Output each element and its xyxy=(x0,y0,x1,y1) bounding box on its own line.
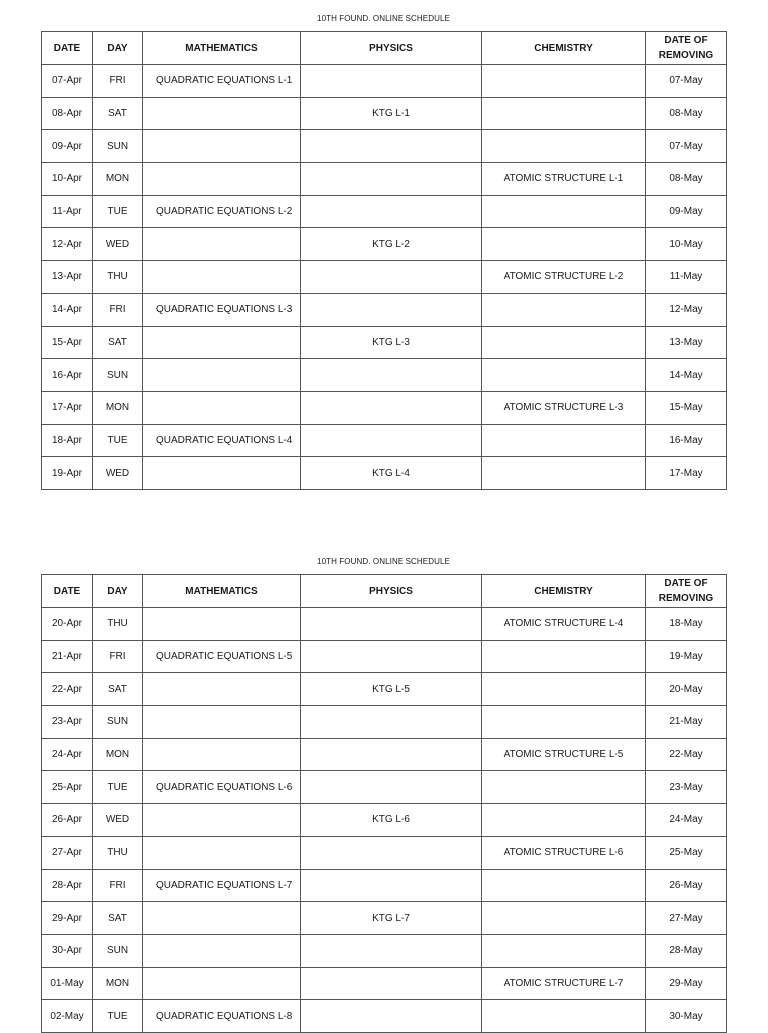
header-removing-line2: REMOVING xyxy=(658,50,714,61)
cell-physics xyxy=(301,65,482,98)
cell-date-of-removing: 19-May xyxy=(646,640,727,673)
cell-physics xyxy=(301,424,482,457)
cell-date-of-removing: 07-May xyxy=(646,130,727,163)
cell-day: FRI xyxy=(93,869,143,902)
table-row xyxy=(42,640,727,673)
schedule-section-1 xyxy=(41,13,726,490)
cell-physics xyxy=(301,261,482,294)
cell-chemistry xyxy=(482,869,646,902)
header-date: DATE xyxy=(42,575,93,608)
cell-mathematics xyxy=(143,391,301,424)
table-row xyxy=(42,293,727,326)
cell-physics xyxy=(301,967,482,1000)
cell-chemistry: ATOMIC STRUCTURE L-4 xyxy=(482,608,646,641)
cell-physics xyxy=(301,706,482,739)
schedule-section-2 xyxy=(41,556,726,1033)
cell-physics: KTG L-2 xyxy=(301,228,482,261)
cell-date-of-removing: 15-May xyxy=(646,391,727,424)
cell-date-of-removing: 30-May xyxy=(646,1000,727,1033)
cell-day: MON xyxy=(93,163,143,196)
cell-date-of-removing: 12-May xyxy=(646,293,727,326)
cell-chemistry: ATOMIC STRUCTURE L-2 xyxy=(482,261,646,294)
cell-physics xyxy=(301,640,482,673)
cell-chemistry xyxy=(482,934,646,967)
table-row xyxy=(42,228,727,261)
table-row xyxy=(42,97,727,130)
cell-date: 07-Apr xyxy=(42,65,93,98)
cell-mathematics: QUADRATIC EQUATIONS L-3 xyxy=(143,293,301,326)
table-row xyxy=(42,391,727,424)
cell-chemistry xyxy=(482,326,646,359)
cell-mathematics xyxy=(143,836,301,869)
cell-mathematics xyxy=(143,163,301,196)
cell-chemistry xyxy=(482,640,646,673)
cell-date: 10-Apr xyxy=(42,163,93,196)
cell-date: 09-Apr xyxy=(42,130,93,163)
table-row xyxy=(42,771,727,804)
cell-chemistry: ATOMIC STRUCTURE L-1 xyxy=(482,163,646,196)
cell-mathematics: QUADRATIC EQUATIONS L-5 xyxy=(143,640,301,673)
header-removing-line2: REMOVING xyxy=(658,593,714,604)
table-row xyxy=(42,673,727,706)
cell-physics: KTG L-3 xyxy=(301,326,482,359)
header-mathematics: MATHEMATICS xyxy=(143,575,301,608)
cell-mathematics xyxy=(143,706,301,739)
header-chemistry: CHEMISTRY xyxy=(482,32,646,65)
cell-day: WED xyxy=(93,228,143,261)
cell-date-of-removing: 16-May xyxy=(646,424,727,457)
cell-day: SUN xyxy=(93,130,143,163)
cell-day: SAT xyxy=(93,326,143,359)
cell-mathematics xyxy=(143,902,301,935)
cell-day: FRI xyxy=(93,65,143,98)
header-removing-line1: DATE OF xyxy=(664,578,708,589)
cell-mathematics xyxy=(143,228,301,261)
cell-date: 23-Apr xyxy=(42,706,93,739)
cell-day: THU xyxy=(93,608,143,641)
cell-date: 29-Apr xyxy=(42,902,93,935)
cell-chemistry xyxy=(482,804,646,837)
cell-date: 30-Apr xyxy=(42,934,93,967)
cell-mathematics xyxy=(143,738,301,771)
cell-mathematics xyxy=(143,261,301,294)
cell-chemistry xyxy=(482,65,646,98)
schedule-table xyxy=(41,574,727,1033)
cell-date-of-removing: 11-May xyxy=(646,261,727,294)
schedule-table xyxy=(41,31,727,490)
cell-date-of-removing: 28-May xyxy=(646,934,727,967)
cell-chemistry xyxy=(482,424,646,457)
table-row xyxy=(42,457,727,490)
table-row xyxy=(42,869,727,902)
cell-physics xyxy=(301,293,482,326)
cell-chemistry xyxy=(482,293,646,326)
table-row xyxy=(42,608,727,641)
cell-day: SAT xyxy=(93,97,143,130)
cell-date: 18-Apr xyxy=(42,424,93,457)
table-row xyxy=(42,359,727,392)
cell-day: THU xyxy=(93,261,143,294)
cell-date-of-removing: 22-May xyxy=(646,738,727,771)
cell-date: 14-Apr xyxy=(42,293,93,326)
cell-chemistry xyxy=(482,1000,646,1033)
cell-date: 17-Apr xyxy=(42,391,93,424)
cell-physics xyxy=(301,130,482,163)
header-date-of-removing xyxy=(646,575,727,608)
cell-date: 27-Apr xyxy=(42,836,93,869)
header-day: DAY xyxy=(93,575,143,608)
table-row xyxy=(42,967,727,1000)
header-date: DATE xyxy=(42,32,93,65)
cell-physics xyxy=(301,359,482,392)
cell-date: 20-Apr xyxy=(42,608,93,641)
header-chemistry: CHEMISTRY xyxy=(482,575,646,608)
table-row xyxy=(42,836,727,869)
cell-date-of-removing: 07-May xyxy=(646,65,727,98)
cell-mathematics: QUADRATIC EQUATIONS L-4 xyxy=(143,424,301,457)
cell-physics: KTG L-4 xyxy=(301,457,482,490)
cell-date-of-removing: 14-May xyxy=(646,359,727,392)
cell-date-of-removing: 10-May xyxy=(646,228,727,261)
cell-date: 08-Apr xyxy=(42,97,93,130)
cell-physics xyxy=(301,391,482,424)
cell-date: 24-Apr xyxy=(42,738,93,771)
cell-date-of-removing: 26-May xyxy=(646,869,727,902)
cell-mathematics: QUADRATIC EQUATIONS L-7 xyxy=(143,869,301,902)
cell-physics: KTG L-6 xyxy=(301,804,482,837)
cell-mathematics xyxy=(143,934,301,967)
table-row xyxy=(42,195,727,228)
cell-date-of-removing: 23-May xyxy=(646,771,727,804)
cell-day: WED xyxy=(93,804,143,837)
cell-chemistry xyxy=(482,359,646,392)
cell-chemistry xyxy=(482,228,646,261)
table-row xyxy=(42,424,727,457)
cell-day: THU xyxy=(93,836,143,869)
cell-date-of-removing: 24-May xyxy=(646,804,727,837)
header-mathematics: MATHEMATICS xyxy=(143,32,301,65)
table-row xyxy=(42,738,727,771)
cell-mathematics: QUADRATIC EQUATIONS L-8 xyxy=(143,1000,301,1033)
cell-date: 21-Apr xyxy=(42,640,93,673)
table-row xyxy=(42,65,727,98)
cell-date: 16-Apr xyxy=(42,359,93,392)
cell-date: 13-Apr xyxy=(42,261,93,294)
cell-chemistry: ATOMIC STRUCTURE L-7 xyxy=(482,967,646,1000)
cell-chemistry xyxy=(482,673,646,706)
schedule-title: 10TH FOUND. ONLINE SCHEDULE xyxy=(317,557,450,566)
table-row xyxy=(42,804,727,837)
cell-day: WED xyxy=(93,457,143,490)
cell-date: 01-May xyxy=(42,967,93,1000)
cell-physics: KTG L-5 xyxy=(301,673,482,706)
cell-physics xyxy=(301,195,482,228)
cell-mathematics xyxy=(143,130,301,163)
cell-day: MON xyxy=(93,967,143,1000)
cell-mathematics xyxy=(143,457,301,490)
header-physics: PHYSICS xyxy=(301,575,482,608)
cell-physics xyxy=(301,608,482,641)
cell-date-of-removing: 09-May xyxy=(646,195,727,228)
cell-physics xyxy=(301,934,482,967)
cell-physics: KTG L-1 xyxy=(301,97,482,130)
cell-chemistry: ATOMIC STRUCTURE L-6 xyxy=(482,836,646,869)
cell-day: MON xyxy=(93,391,143,424)
cell-date: 26-Apr xyxy=(42,804,93,837)
cell-date-of-removing: 17-May xyxy=(646,457,727,490)
table-row xyxy=(42,706,727,739)
cell-day: TUE xyxy=(93,195,143,228)
header-date-of-removing xyxy=(646,32,727,65)
cell-chemistry xyxy=(482,97,646,130)
cell-physics: KTG L-7 xyxy=(301,902,482,935)
cell-mathematics xyxy=(143,673,301,706)
table-row xyxy=(42,326,727,359)
cell-mathematics: QUADRATIC EQUATIONS L-6 xyxy=(143,771,301,804)
table-row xyxy=(42,934,727,967)
cell-day: TUE xyxy=(93,424,143,457)
header-day: DAY xyxy=(93,32,143,65)
cell-physics xyxy=(301,1000,482,1033)
cell-date: 25-Apr xyxy=(42,771,93,804)
cell-mathematics xyxy=(143,359,301,392)
header-physics: PHYSICS xyxy=(301,32,482,65)
cell-mathematics xyxy=(143,967,301,1000)
cell-chemistry xyxy=(482,771,646,804)
cell-day: FRI xyxy=(93,293,143,326)
cell-day: TUE xyxy=(93,771,143,804)
cell-date: 22-Apr xyxy=(42,673,93,706)
cell-date-of-removing: 08-May xyxy=(646,97,727,130)
cell-chemistry xyxy=(482,195,646,228)
cell-date-of-removing: 08-May xyxy=(646,163,727,196)
cell-day: SUN xyxy=(93,934,143,967)
cell-chemistry xyxy=(482,130,646,163)
cell-date-of-removing: 13-May xyxy=(646,326,727,359)
cell-physics xyxy=(301,771,482,804)
cell-physics xyxy=(301,163,482,196)
table-row xyxy=(42,163,727,196)
table-row xyxy=(42,1000,727,1033)
cell-date-of-removing: 21-May xyxy=(646,706,727,739)
cell-date-of-removing: 18-May xyxy=(646,608,727,641)
cell-chemistry xyxy=(482,457,646,490)
cell-day: MON xyxy=(93,738,143,771)
cell-date-of-removing: 29-May xyxy=(646,967,727,1000)
cell-date-of-removing: 27-May xyxy=(646,902,727,935)
cell-date: 19-Apr xyxy=(42,457,93,490)
cell-day: TUE xyxy=(93,1000,143,1033)
cell-physics xyxy=(301,738,482,771)
cell-date: 02-May xyxy=(42,1000,93,1033)
cell-date: 28-Apr xyxy=(42,869,93,902)
cell-chemistry: ATOMIC STRUCTURE L-5 xyxy=(482,738,646,771)
cell-chemistry xyxy=(482,902,646,935)
cell-date: 12-Apr xyxy=(42,228,93,261)
cell-mathematics xyxy=(143,97,301,130)
cell-day: SAT xyxy=(93,902,143,935)
cell-mathematics xyxy=(143,608,301,641)
table-row xyxy=(42,130,727,163)
cell-mathematics xyxy=(143,804,301,837)
header-row xyxy=(42,575,727,608)
schedule-title: 10TH FOUND. ONLINE SCHEDULE xyxy=(317,14,450,23)
cell-day: SAT xyxy=(93,673,143,706)
cell-physics xyxy=(301,836,482,869)
cell-day: SUN xyxy=(93,359,143,392)
cell-day: SUN xyxy=(93,706,143,739)
table-row xyxy=(42,902,727,935)
header-row xyxy=(42,32,727,65)
header-removing-line1: DATE OF xyxy=(664,35,708,46)
cell-mathematics xyxy=(143,326,301,359)
cell-physics xyxy=(301,869,482,902)
cell-chemistry: ATOMIC STRUCTURE L-3 xyxy=(482,391,646,424)
cell-day: FRI xyxy=(93,640,143,673)
table-row xyxy=(42,261,727,294)
cell-chemistry xyxy=(482,706,646,739)
cell-date: 11-Apr xyxy=(42,195,93,228)
cell-date-of-removing: 20-May xyxy=(646,673,727,706)
cell-mathematics: QUADRATIC EQUATIONS L-1 xyxy=(143,65,301,98)
cell-mathematics: QUADRATIC EQUATIONS L-2 xyxy=(143,195,301,228)
cell-date: 15-Apr xyxy=(42,326,93,359)
cell-date-of-removing: 25-May xyxy=(646,836,727,869)
